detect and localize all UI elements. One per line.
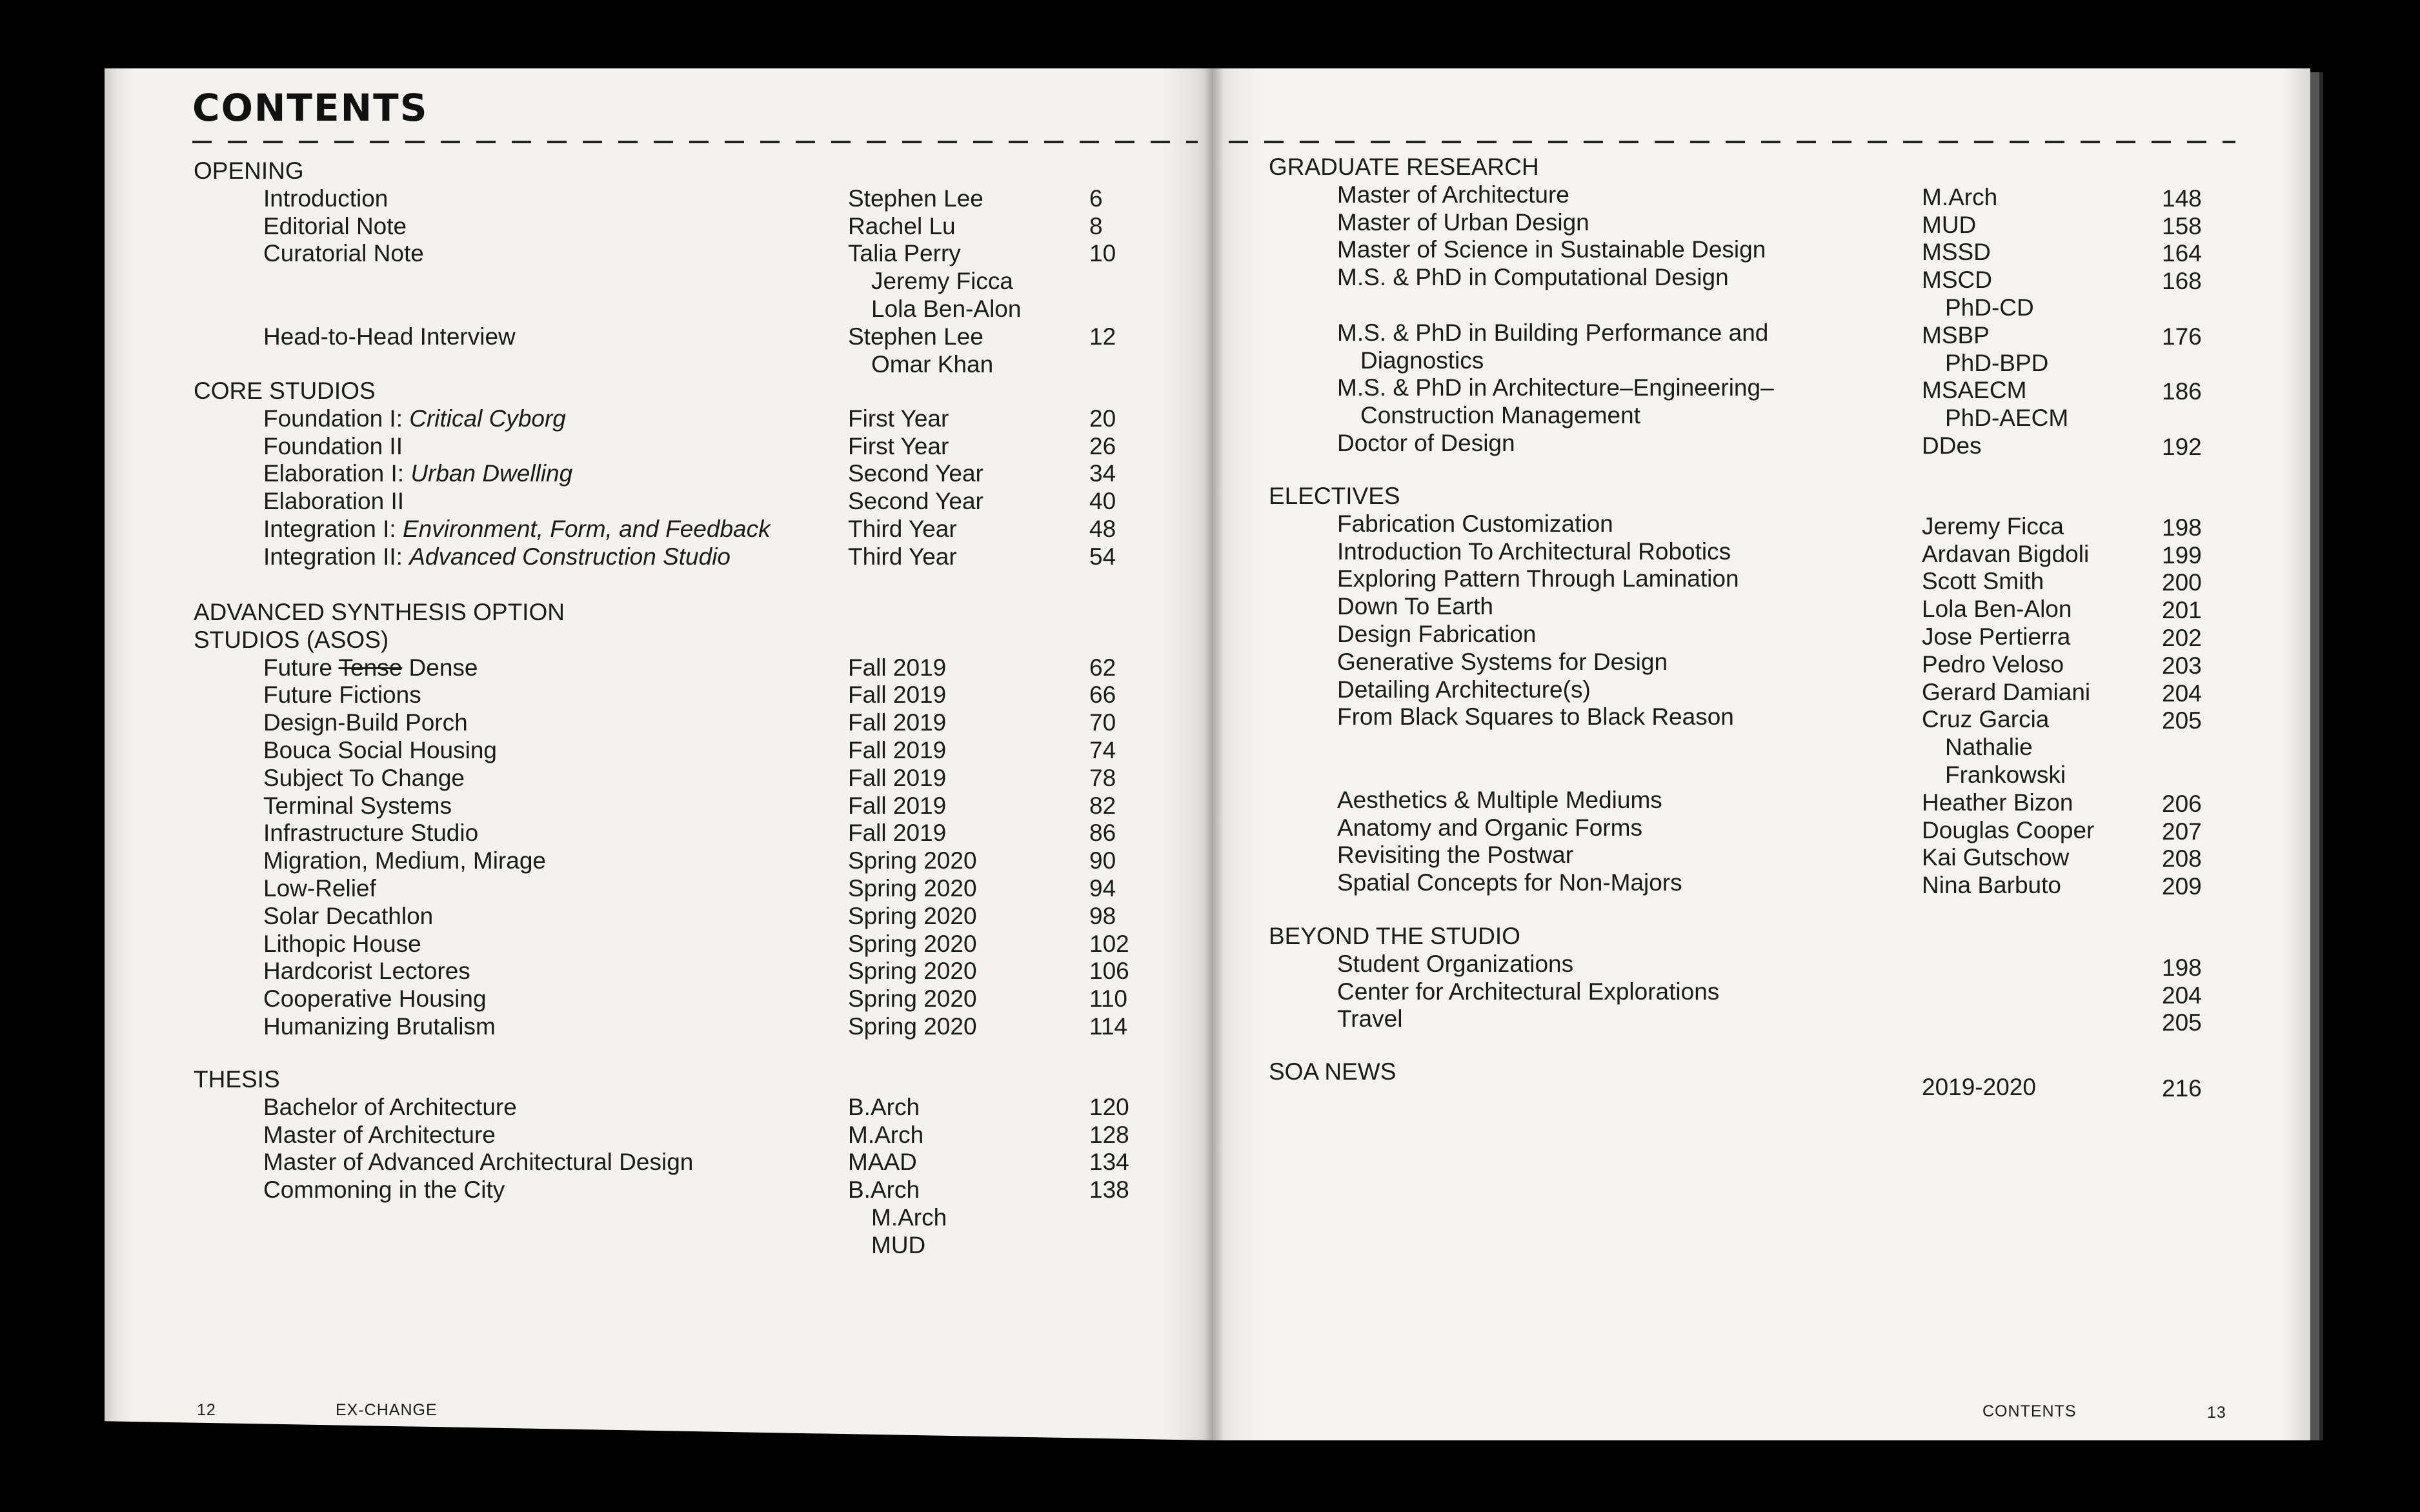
entry-title-part: Exploring Pattern Through Lamination — [1337, 565, 1739, 592]
toc-entry-title — [1337, 538, 1731, 565]
toc-entry-title — [263, 1094, 517, 1121]
section-heading: BEYOND THE STUDIO — [1269, 923, 1520, 949]
entry-title-part: Future — [263, 654, 339, 681]
toc-entry-title — [263, 958, 470, 985]
entry-title-part: Construction Management — [1360, 402, 1640, 429]
toc-entry-author: First Year — [848, 432, 949, 459]
toc-entry-page: 10 — [1089, 240, 1116, 267]
entry-title-part: Master of Architecture — [263, 1121, 496, 1148]
toc-entry-title — [263, 931, 421, 958]
entry-title-part: M.S. & PhD in Computational Design — [1337, 264, 1729, 291]
toc-entry-title — [1360, 402, 1640, 429]
toc-entry-title — [263, 792, 452, 820]
toc-entry-title — [263, 213, 407, 240]
toc-entry-title — [1337, 676, 1591, 703]
entry-title-part: Humanizing Brutalism — [263, 1013, 496, 1040]
entry-title-part: Aesthetics & Multiple Mediums — [1337, 786, 1662, 813]
toc-entry-title — [1337, 236, 1766, 263]
toc-entry-title — [263, 765, 465, 792]
toc-entry-author: MUD — [871, 1231, 926, 1258]
entry-title-part: Future Fictions — [263, 681, 421, 709]
toc-entry-author: Cruz Garcia — [1922, 706, 2050, 733]
entry-title-part: Commoning in the City — [263, 1176, 505, 1204]
section-heading: ELECTIVES — [1269, 483, 1400, 509]
toc-entry-page: 40 — [1089, 488, 1116, 515]
toc-entry-author: Spring 2020 — [848, 875, 977, 902]
toc-entry-title — [263, 737, 497, 764]
dashed-rule — [1229, 141, 2235, 143]
toc-entry-author: Spring 2020 — [848, 958, 977, 985]
toc-entry-author: Second Year — [848, 460, 983, 487]
toc-entry-page: 198 — [2162, 954, 2202, 981]
section-heading: SOA NEWS — [1269, 1058, 1397, 1085]
toc-entry-title — [263, 681, 421, 709]
toc-entry-page: 186 — [2162, 378, 2202, 405]
toc-entry-title — [1337, 869, 1682, 896]
toc-entry-page: 86 — [1089, 820, 1116, 847]
toc-entry-author: Fall 2019 — [848, 820, 947, 847]
toc-entry-page: 12 — [1089, 323, 1116, 350]
page-number-right: 13 — [2207, 1404, 2226, 1422]
toc-entry-author: Lola Ben-Alon — [871, 296, 1022, 322]
toc-entry-author: B.Arch — [848, 1176, 920, 1204]
toc-entry-title — [1337, 264, 1729, 291]
toc-entry-author: Fall 2019 — [848, 792, 947, 819]
toc-entry-page: 90 — [1089, 847, 1116, 874]
toc-entry-title — [1360, 347, 1484, 374]
toc-entry-author: MAAD — [848, 1149, 917, 1176]
toc-entry-author: Talia Perry — [848, 240, 961, 267]
section-heading: THESIS — [194, 1066, 280, 1093]
toc-entry-page: 205 — [2162, 707, 2202, 734]
toc-entry-author: Fall 2019 — [848, 654, 947, 681]
entry-title-part: Integration II: — [263, 543, 410, 570]
entry-title-part: Detailing Architecture(s) — [1337, 676, 1591, 703]
toc-entry-page: 138 — [1089, 1176, 1129, 1204]
toc-entry-page: 201 — [2162, 597, 2202, 624]
toc-entry-page: 70 — [1089, 709, 1116, 736]
toc-entry-author: MSAECM — [1922, 377, 2027, 404]
toc-entry-title — [263, 1149, 693, 1176]
section-heading: OPENING — [194, 157, 304, 184]
toc-entry-page: 134 — [1089, 1149, 1129, 1176]
toc-entry-page: 8 — [1089, 212, 1103, 239]
toc-entry-author: Fall 2019 — [848, 764, 947, 791]
toc-entry-author: Fall 2019 — [848, 737, 947, 763]
toc-entry-page: 205 — [2162, 1009, 2202, 1036]
toc-entry-author: MSCD — [1922, 267, 1992, 294]
toc-entry-page: 120 — [1089, 1093, 1129, 1120]
entry-title-part: Elaboration I: — [263, 460, 411, 487]
toc-entry-page: 192 — [2162, 434, 2202, 460]
entry-title-part: Bachelor of Architecture — [263, 1093, 517, 1120]
toc-entry-page: 164 — [2162, 240, 2202, 267]
entry-title-part: Bouca Social Housing — [263, 737, 497, 763]
toc-entry-author: Third Year — [848, 516, 957, 542]
toc-entry-page: 6 — [1089, 185, 1103, 212]
toc-entry-page: 82 — [1089, 792, 1116, 819]
toc-entry-title — [263, 1013, 496, 1040]
toc-entry-title — [1337, 1005, 1402, 1033]
toc-entry-page: 62 — [1089, 654, 1116, 681]
toc-entry-title — [263, 903, 433, 930]
contents-heading: CONTENTS — [192, 86, 429, 130]
toc-entry-author: Jose Pertierra — [1922, 623, 2071, 650]
toc-entry-author: Spring 2020 — [848, 847, 977, 874]
toc-entry-title — [263, 875, 376, 902]
toc-entry-author: MSBP — [1922, 321, 1990, 348]
toc-entry-title — [1337, 181, 1569, 208]
toc-entry-title — [1337, 814, 1642, 842]
entry-title-part: Introduction To Architectural Robotics — [1337, 538, 1731, 565]
toc-entry-page: 78 — [1089, 764, 1116, 791]
toc-entry-title — [263, 516, 771, 543]
toc-entry-page: 20 — [1089, 405, 1116, 432]
toc-entry-author: M.Arch — [871, 1204, 947, 1231]
toc-entry-author: Stephen Lee — [848, 185, 983, 212]
toc-entry-author: B.Arch — [848, 1093, 920, 1120]
entry-title-part: Low-Relief — [263, 875, 376, 902]
toc-entry-author: PhD-AECM — [1945, 405, 2069, 432]
section-heading: CORE STUDIOS — [194, 378, 376, 404]
entry-title-part: Design-Build Porch — [263, 709, 468, 736]
toc-entry-author: Omar Khan — [871, 350, 994, 378]
entry-subtitle: Urban Dwelling — [410, 460, 573, 487]
entry-title-part: Master of Architecture — [1337, 181, 1569, 208]
toc-entry-title — [263, 405, 566, 432]
toc-entry-page: 128 — [1089, 1121, 1129, 1148]
toc-entry-title — [263, 488, 404, 515]
toc-entry-page: 176 — [2162, 323, 2202, 350]
entry-title-part: Center for Architectural Explorations — [1337, 978, 1720, 1005]
toc-entry-title — [1337, 787, 1662, 814]
entry-title-part: Solar Decathlon — [263, 902, 434, 929]
toc-entry-page: 26 — [1089, 432, 1116, 459]
toc-entry-author: Heather Bizon — [1922, 789, 2073, 816]
entry-title-part: Introduction — [263, 185, 388, 212]
entry-title-part: Fabrication Customization — [1337, 510, 1613, 537]
entry-title-part: Spatial Concepts for Non-Majors — [1337, 869, 1682, 896]
entry-title-part: Master of Urban Design — [1337, 208, 1589, 236]
entry-title-part: Revisiting the Postwar — [1337, 842, 1574, 869]
toc-entry-author: Gerard Damiani — [1922, 678, 2091, 705]
toc-entry-page: 204 — [2162, 982, 2202, 1009]
page-number-left: 12 — [197, 1401, 216, 1419]
toc-entry-title — [1337, 430, 1515, 457]
entry-title-part: Editorial Note — [263, 212, 407, 239]
toc-entry-author: Jeremy Ficca — [871, 268, 1013, 295]
toc-entry-page: 206 — [2162, 790, 2202, 817]
struck-word: Tense — [338, 654, 403, 681]
toc-entry-page: 54 — [1089, 543, 1116, 570]
section-heading: GRADUATE RESEARCH — [1269, 154, 1539, 180]
toc-entry-author: M.Arch — [1922, 183, 1998, 210]
toc-entry-page: 110 — [1089, 985, 1127, 1013]
toc-entry-author: Second Year — [848, 488, 983, 515]
toc-entry-author: PhD-BPD — [1945, 349, 2049, 376]
toc-entry-author: Pedro Veloso — [1922, 650, 2064, 678]
toc-entry-page: 148 — [2162, 185, 2202, 212]
toc-entry-page: 216 — [2162, 1075, 2202, 1102]
toc-entry-page: 48 — [1089, 516, 1116, 542]
toc-entry-author: Jeremy Ficca — [1922, 512, 2064, 539]
toc-entry-author: Fall 2019 — [848, 681, 947, 709]
entry-title-part: Student Organizations — [1337, 950, 1574, 977]
toc-entry-author: MUD — [1922, 211, 1977, 238]
entry-title-part: Diagnostics — [1360, 347, 1484, 374]
toc-entry-title — [1337, 319, 1768, 347]
toc-entry-page: 114 — [1089, 1013, 1127, 1040]
toc-entry-author: Stephen Lee — [848, 323, 983, 350]
dashed-rule — [192, 141, 1198, 143]
toc-entry-title — [1337, 951, 1573, 978]
entry-title-part: Master of Science in Sustainable Design — [1337, 236, 1766, 263]
entry-title-part: Generative Systems for Design — [1337, 648, 1668, 675]
entry-title-part: M.S. & PhD in Architecture–Engineering– — [1337, 374, 1774, 401]
toc-entry-author: Spring 2020 — [848, 1013, 977, 1040]
toc-entry-title — [1337, 842, 1573, 869]
entry-title-part: Head-to-Head Interview — [263, 323, 516, 350]
toc-entry-page: 74 — [1089, 737, 1116, 763]
section-heading: STUDIOS (ASOS) — [194, 626, 389, 653]
entry-subtitle: Critical Cyborg — [409, 405, 566, 432]
entry-title-part: Foundation I: — [263, 405, 410, 432]
toc-entry-page: 200 — [2162, 569, 2202, 596]
toc-entry-page: 168 — [2162, 268, 2202, 295]
entry-title-part: From Black Squares to Black Reason — [1337, 703, 1734, 731]
toc-entry-title — [1337, 978, 1719, 1005]
entry-title-part: Master of Advanced Architectural Design — [263, 1149, 694, 1176]
toc-entry-page: 34 — [1089, 460, 1116, 487]
toc-entry-author: M.Arch — [848, 1121, 924, 1148]
toc-entry-title — [1337, 209, 1589, 236]
entry-title-part: Migration, Medium, Mirage — [263, 847, 546, 874]
toc-entry-author: First Year — [848, 405, 949, 432]
toc-entry-author: Nathalie — [1945, 734, 2033, 761]
toc-entry-author: Lola Ben-Alon — [1922, 596, 2072, 623]
toc-entry-title — [263, 847, 546, 874]
toc-entry-page: 94 — [1089, 875, 1116, 902]
entry-subtitle: Environment, Form, and Feedback — [402, 516, 771, 542]
toc-entry-title — [1337, 565, 1739, 592]
toc-entry-title — [263, 820, 478, 847]
toc-entry-title — [1337, 510, 1613, 538]
toc-entry-title — [263, 433, 403, 460]
entry-title-part: Anatomy and Organic Forms — [1337, 814, 1642, 841]
toc-entry-title — [263, 1122, 496, 1149]
toc-entry-author: Scott Smith — [1922, 568, 2044, 595]
entry-title-part: M.S. & PhD in Building Performance and — [1337, 319, 1769, 346]
toc-entry-author: MSSD — [1922, 239, 1991, 266]
toc-entry-author: PhD-CD — [1945, 294, 2034, 321]
toc-entry-author: Frankowski — [1945, 761, 2066, 788]
toc-entry-author: Spring 2020 — [848, 985, 977, 1013]
toc-entry-title — [263, 543, 731, 570]
entry-title-part: Elaboration II — [263, 488, 405, 515]
entry-title-part: Design Fabrication — [1337, 621, 1537, 647]
toc-entry-title — [1337, 374, 1774, 401]
entry-title-part: Cooperative Housing — [263, 985, 487, 1013]
toc-entry-author: Spring 2020 — [848, 930, 977, 957]
toc-entry-page: 199 — [2162, 541, 2202, 569]
toc-entry-title — [263, 460, 572, 487]
toc-entry-page: 66 — [1089, 681, 1116, 709]
entry-title-part: Integration I: — [263, 516, 403, 542]
entry-title-part: Foundation II — [263, 432, 403, 459]
section-heading: ADVANCED SYNTHESIS OPTION — [194, 599, 565, 625]
entry-title-part: Dense — [402, 654, 478, 681]
entry-title-part: Infrastructure Studio — [263, 820, 479, 847]
toc-entry-title — [1337, 621, 1536, 648]
entry-subtitle: Advanced Construction Studio — [409, 543, 731, 570]
toc-entry-title — [263, 1176, 505, 1204]
page-edge — [2319, 72, 2323, 1440]
toc-entry-author: Ardavan Bigdoli — [1922, 540, 2090, 567]
toc-entry-author: 2019-2020 — [1922, 1074, 2036, 1100]
toc-entry-page: 208 — [2162, 845, 2202, 872]
toc-entry-page: 204 — [2162, 680, 2202, 707]
toc-entry-page: 158 — [2162, 212, 2202, 239]
toc-entry-page: 106 — [1089, 958, 1129, 985]
entry-title-part: Doctor of Design — [1337, 430, 1515, 456]
toc-entry-author: Fall 2019 — [848, 709, 947, 736]
toc-entry-author: Third Year — [848, 543, 957, 570]
entry-title-part: Subject To Change — [263, 764, 465, 791]
toc-entry-title — [263, 240, 424, 267]
toc-entry-author: Douglas Cooper — [1922, 816, 2095, 843]
toc-entry-title — [263, 985, 487, 1013]
book-spine — [1204, 68, 1224, 1440]
toc-entry-title — [1337, 649, 1668, 676]
entry-title-part: Curatorial Note — [263, 240, 424, 267]
toc-entry-title — [263, 323, 516, 350]
toc-entry-title — [263, 654, 478, 681]
toc-entry-title — [263, 185, 388, 212]
entry-title-part: Hardcorist Lectores — [263, 958, 470, 985]
toc-entry-page: 203 — [2162, 652, 2202, 679]
toc-entry-page: 198 — [2162, 514, 2202, 541]
entry-title-part: Down To Earth — [1337, 593, 1493, 620]
entry-title-part: Terminal Systems — [263, 792, 452, 819]
toc-entry-author: DDes — [1922, 432, 1982, 459]
toc-entry-title — [263, 709, 468, 736]
toc-entry-page: 209 — [2162, 873, 2202, 900]
toc-entry-page: 207 — [2162, 818, 2202, 845]
page-edge — [2310, 72, 2319, 1440]
toc-entry-page: 102 — [1089, 930, 1129, 957]
running-footer-left: EX-CHANGE — [336, 1401, 438, 1419]
running-footer-right: CONTENTS — [1982, 1402, 2077, 1420]
toc-entry-title — [1337, 703, 1734, 731]
toc-entry-title — [1337, 593, 1493, 620]
toc-entry-author: Rachel Lu — [848, 212, 956, 239]
toc-entry-page: 202 — [2162, 625, 2202, 651]
toc-entry-author: Spring 2020 — [848, 902, 977, 929]
entry-title-part: Lithopic House — [263, 930, 421, 957]
toc-entry-author: Nina Barbuto — [1922, 872, 2061, 899]
toc-entry-page: 98 — [1089, 902, 1116, 929]
toc-entry-author: Kai Gutschow — [1922, 844, 2070, 871]
entry-title-part: Travel — [1337, 1005, 1403, 1033]
